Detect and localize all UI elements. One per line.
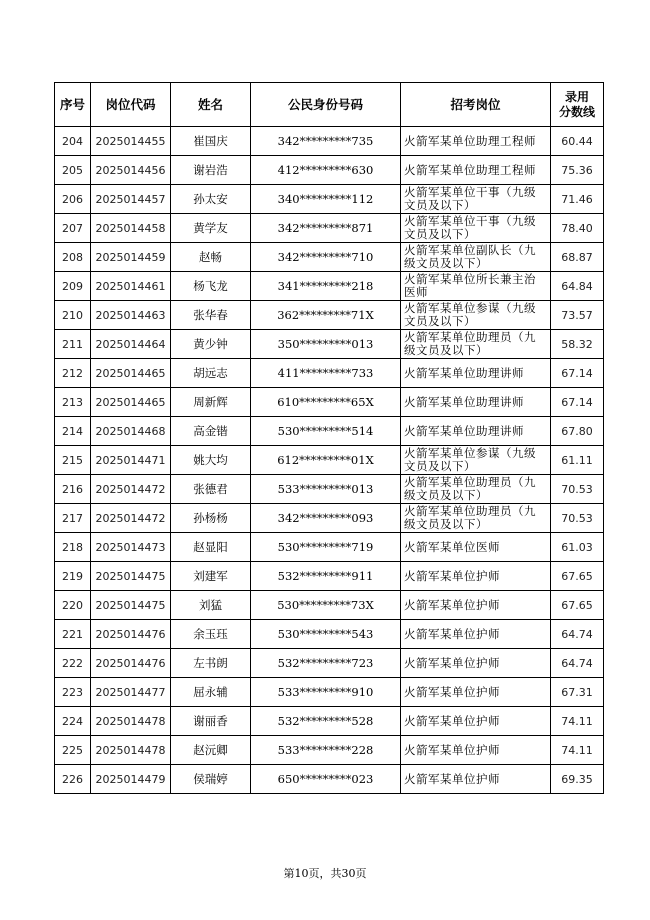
cell-seq: 217 — [55, 504, 91, 533]
cell-seq: 213 — [55, 388, 91, 417]
cell-score: 78.40 — [551, 214, 604, 243]
cell-name: 崔国庆 — [171, 127, 251, 156]
table-row — [55, 417, 604, 446]
cell-score: 70.53 — [551, 504, 604, 533]
header-position: 招考岗位 — [401, 83, 551, 127]
cell-id-number: 530*********73X — [251, 591, 401, 620]
cell-position: 火箭军某单位助理讲师 — [401, 359, 551, 388]
cell-position: 火箭军某单位助理员（九级文员及以下） — [401, 475, 551, 504]
cell-position: 火箭军某单位护师 — [401, 620, 551, 649]
table-row — [55, 475, 604, 504]
cell-position: 火箭军某单位护师 — [401, 678, 551, 707]
cell-position: 火箭军某单位护师 — [401, 707, 551, 736]
cell-post-code: 2025014465 — [91, 388, 171, 417]
cell-seq: 204 — [55, 127, 91, 156]
cell-post-code: 2025014476 — [91, 649, 171, 678]
cell-name: 赵显阳 — [171, 533, 251, 562]
cell-post-code: 2025014457 — [91, 185, 171, 214]
admission-score-table — [54, 82, 604, 794]
cell-seq: 216 — [55, 475, 91, 504]
table-row — [55, 214, 604, 243]
cell-position: 火箭军某单位参谋（九级文员及以下） — [401, 446, 551, 475]
cell-score: 60.44 — [551, 127, 604, 156]
cell-post-code: 2025014477 — [91, 678, 171, 707]
cell-name: 谢岩浩 — [171, 156, 251, 185]
cell-id-number: 610*********65X — [251, 388, 401, 417]
cell-id-number: 530*********543 — [251, 620, 401, 649]
cell-post-code: 2025014459 — [91, 243, 171, 272]
table-row — [55, 330, 604, 359]
cell-name: 张德君 — [171, 475, 251, 504]
cell-name: 赵畅 — [171, 243, 251, 272]
table-row — [55, 185, 604, 214]
cell-seq: 223 — [55, 678, 91, 707]
cell-post-code: 2025014468 — [91, 417, 171, 446]
cell-score: 70.53 — [551, 475, 604, 504]
cell-id-number: 340*********112 — [251, 185, 401, 214]
cell-position: 火箭军某单位参谋（九级文员及以下） — [401, 301, 551, 330]
cell-id-number: 612*********01X — [251, 446, 401, 475]
cell-name: 周新辉 — [171, 388, 251, 417]
cell-name: 赵沅卿 — [171, 736, 251, 765]
cell-position: 火箭军某单位助理工程师 — [401, 156, 551, 185]
cell-seq: 226 — [55, 765, 91, 794]
cell-id-number: 412*********630 — [251, 156, 401, 185]
cell-id-number: 342*********871 — [251, 214, 401, 243]
cell-post-code: 2025014464 — [91, 330, 171, 359]
cell-score: 75.36 — [551, 156, 604, 185]
cell-name: 刘猛 — [171, 591, 251, 620]
cell-id-number: 532*********528 — [251, 707, 401, 736]
cell-post-code: 2025014472 — [91, 475, 171, 504]
cell-score: 67.14 — [551, 359, 604, 388]
cell-position: 火箭军某单位助理员（九级文员及以下） — [401, 330, 551, 359]
table-row — [55, 678, 604, 707]
cell-seq: 224 — [55, 707, 91, 736]
cell-position: 火箭军某单位助理员（九级文员及以下） — [401, 504, 551, 533]
cell-post-code: 2025014478 — [91, 736, 171, 765]
cell-seq: 210 — [55, 301, 91, 330]
cell-score: 64.74 — [551, 649, 604, 678]
cell-post-code: 2025014461 — [91, 272, 171, 301]
cell-score: 74.11 — [551, 707, 604, 736]
table-row — [55, 127, 604, 156]
table-row — [55, 649, 604, 678]
cell-score: 73.57 — [551, 301, 604, 330]
cell-seq: 211 — [55, 330, 91, 359]
cell-position: 火箭军某单位干事（九级文员及以下） — [401, 214, 551, 243]
cell-score: 68.87 — [551, 243, 604, 272]
cell-score: 61.11 — [551, 446, 604, 475]
cell-score: 67.65 — [551, 591, 604, 620]
cell-name: 黄少钟 — [171, 330, 251, 359]
cell-position: 火箭军某单位副队长（九级文员及以下） — [401, 243, 551, 272]
cell-score: 67.65 — [551, 562, 604, 591]
cell-name: 左书朗 — [171, 649, 251, 678]
cell-post-code: 2025014471 — [91, 446, 171, 475]
header-post-code: 岗位代码 — [91, 83, 171, 127]
cell-score: 64.74 — [551, 620, 604, 649]
cell-name: 孙太安 — [171, 185, 251, 214]
cell-name: 姚大均 — [171, 446, 251, 475]
cell-post-code: 2025014476 — [91, 620, 171, 649]
cell-score: 74.11 — [551, 736, 604, 765]
cell-score: 69.35 — [551, 765, 604, 794]
cell-score: 64.84 — [551, 272, 604, 301]
cell-id-number: 532*********911 — [251, 562, 401, 591]
cell-score: 61.03 — [551, 533, 604, 562]
cell-post-code: 2025014479 — [91, 765, 171, 794]
cell-id-number: 530*********719 — [251, 533, 401, 562]
cell-seq: 225 — [55, 736, 91, 765]
cell-name: 屈永辅 — [171, 678, 251, 707]
cell-score: 67.80 — [551, 417, 604, 446]
cell-name: 余玉珏 — [171, 620, 251, 649]
cell-id-number: 532*********723 — [251, 649, 401, 678]
table-row — [55, 156, 604, 185]
cell-id-number: 533*********228 — [251, 736, 401, 765]
cell-post-code: 2025014463 — [91, 301, 171, 330]
cell-name: 孙杨杨 — [171, 504, 251, 533]
cell-post-code: 2025014458 — [91, 214, 171, 243]
cell-post-code: 2025014472 — [91, 504, 171, 533]
cell-name: 刘建军 — [171, 562, 251, 591]
cell-name: 谢丽香 — [171, 707, 251, 736]
cell-id-number: 650*********023 — [251, 765, 401, 794]
cell-post-code: 2025014478 — [91, 707, 171, 736]
cell-seq: 209 — [55, 272, 91, 301]
table-row — [55, 388, 604, 417]
cell-post-code: 2025014475 — [91, 591, 171, 620]
cell-name: 侯瑞婷 — [171, 765, 251, 794]
cell-position: 火箭军某单位护师 — [401, 649, 551, 678]
table-row — [55, 765, 604, 794]
table-row — [55, 272, 604, 301]
cell-position: 火箭军某单位医师 — [401, 533, 551, 562]
cell-id-number: 533*********013 — [251, 475, 401, 504]
cell-seq: 205 — [55, 156, 91, 185]
cell-position: 火箭军某单位助理工程师 — [401, 127, 551, 156]
header-seq: 序号 — [55, 83, 91, 127]
cell-seq: 207 — [55, 214, 91, 243]
table-body — [55, 127, 604, 794]
cell-seq: 221 — [55, 620, 91, 649]
cell-position: 火箭军某单位所长兼主治医师 — [401, 272, 551, 301]
cell-position: 火箭军某单位护师 — [401, 562, 551, 591]
cell-name: 高金锴 — [171, 417, 251, 446]
cell-post-code: 2025014473 — [91, 533, 171, 562]
cell-seq: 218 — [55, 533, 91, 562]
cell-seq: 219 — [55, 562, 91, 591]
table-row — [55, 707, 604, 736]
cell-name: 胡远志 — [171, 359, 251, 388]
cell-seq: 206 — [55, 185, 91, 214]
cell-position: 火箭军某单位护师 — [401, 736, 551, 765]
cell-id-number: 350*********013 — [251, 330, 401, 359]
cell-id-number: 533*********910 — [251, 678, 401, 707]
cell-seq: 215 — [55, 446, 91, 475]
table-row — [55, 736, 604, 765]
cell-post-code: 2025014455 — [91, 127, 171, 156]
cell-id-number: 362*********71X — [251, 301, 401, 330]
cell-id-number: 342*********710 — [251, 243, 401, 272]
cell-seq: 208 — [55, 243, 91, 272]
table-row — [55, 243, 604, 272]
cell-seq: 212 — [55, 359, 91, 388]
cell-seq: 220 — [55, 591, 91, 620]
cell-name: 杨飞龙 — [171, 272, 251, 301]
cell-id-number: 342*********093 — [251, 504, 401, 533]
table-row — [55, 359, 604, 388]
table-row — [55, 446, 604, 475]
header-id-number: 公民身份号码 — [251, 83, 401, 127]
table-row — [55, 562, 604, 591]
table-row — [55, 504, 604, 533]
cell-score: 67.31 — [551, 678, 604, 707]
cell-post-code: 2025014475 — [91, 562, 171, 591]
header-score-line2: 分数线 — [558, 104, 595, 119]
cell-position: 火箭军某单位护师 — [401, 591, 551, 620]
cell-id-number: 341*********218 — [251, 272, 401, 301]
header-name: 姓名 — [171, 83, 251, 127]
cell-post-code: 2025014456 — [91, 156, 171, 185]
cell-name: 张华春 — [171, 301, 251, 330]
cell-id-number: 530*********514 — [251, 417, 401, 446]
table-row — [55, 620, 604, 649]
cell-id-number: 411*********733 — [251, 359, 401, 388]
cell-seq: 222 — [55, 649, 91, 678]
header-row — [55, 83, 604, 127]
cell-position: 火箭军某单位护师 — [401, 765, 551, 794]
cell-position: 火箭军某单位干事（九级文员及以下） — [401, 185, 551, 214]
cell-position: 火箭军某单位助理讲师 — [401, 417, 551, 446]
cell-position: 火箭军某单位助理讲师 — [401, 388, 551, 417]
header-score-line1: 录用 — [564, 89, 589, 104]
cell-score: 58.32 — [551, 330, 604, 359]
cell-id-number: 342*********735 — [251, 127, 401, 156]
table-header — [55, 83, 604, 127]
cell-name: 黄学友 — [171, 214, 251, 243]
table-row — [55, 591, 604, 620]
cell-post-code: 2025014465 — [91, 359, 171, 388]
table-row — [55, 301, 604, 330]
page-number: 第10页，共30页 — [283, 867, 367, 880]
cell-score: 67.14 — [551, 388, 604, 417]
header-score — [551, 83, 604, 127]
cell-score: 71.46 — [551, 185, 604, 214]
cell-seq: 214 — [55, 417, 91, 446]
table-row — [55, 533, 604, 562]
